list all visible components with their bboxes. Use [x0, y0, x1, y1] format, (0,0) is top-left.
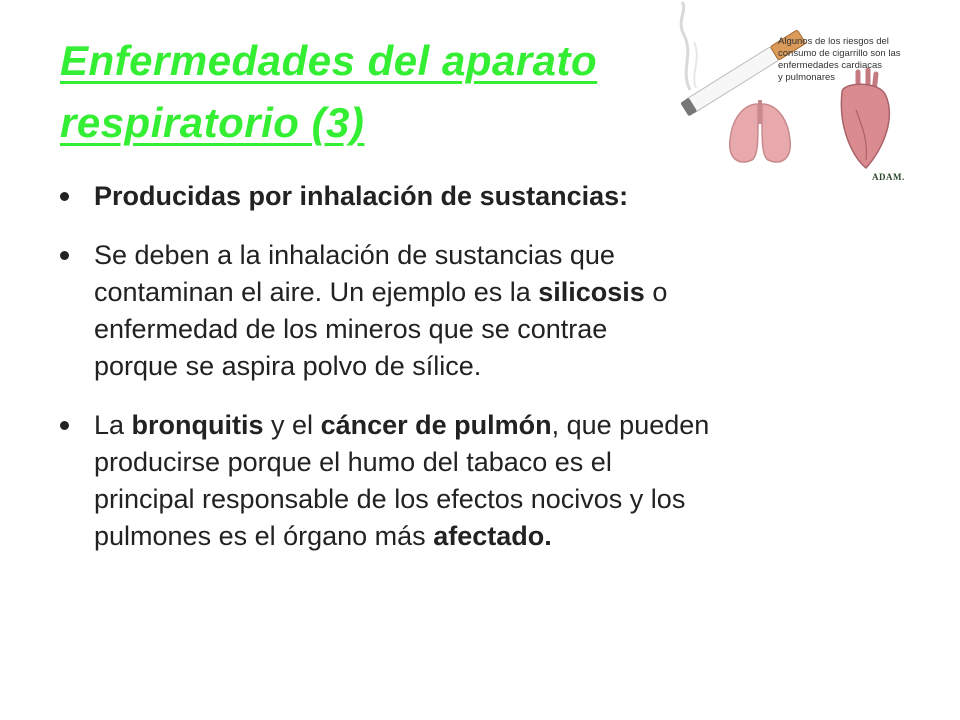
- bullet-item: [58, 178, 918, 215]
- title-line-1: Enfermedades del aparato: [60, 37, 598, 84]
- caption-line: enfermedades cardiacas: [778, 60, 883, 71]
- bold-term: bronquitis: [131, 410, 264, 440]
- bullet-text-line: [94, 407, 918, 444]
- bullet-item: [58, 407, 918, 555]
- bullet-text-line: [94, 274, 918, 311]
- heart-icon: [841, 70, 889, 168]
- adam-logo: ADAM.: [872, 172, 905, 182]
- bullet-text: La: [94, 410, 132, 440]
- caption-line: y pulmonares: [778, 72, 836, 83]
- lungs-icon: [730, 100, 791, 162]
- bullet-text: pulmones es el órgano más: [94, 521, 434, 551]
- bullet-text: o: [644, 277, 668, 307]
- bold-term: afectado: [433, 521, 545, 551]
- bold-term: silicosis: [538, 277, 645, 307]
- slide-title: [60, 30, 680, 154]
- bullet-text: principal responsable de los efectos nocivos y los: [94, 484, 686, 514]
- caption-line: Algunos de los riesgos del: [778, 36, 889, 47]
- bullet-text: Se deben a la inhalación de sustancias que: [94, 240, 615, 270]
- caption-line: consumo de cigarrillo son las: [778, 48, 901, 59]
- bullet-text: producirse porque el humo del tabaco es el: [94, 447, 612, 477]
- figure-caption: [778, 36, 948, 84]
- smoking-illustration: [672, 0, 952, 190]
- bullet-text: porque se aspira polvo de sílice.: [94, 351, 482, 381]
- bullet-item: [58, 237, 918, 385]
- title-line-2: respiratorio (3): [60, 99, 365, 146]
- bullet-list: [58, 178, 918, 577]
- bullet-text: y el: [263, 410, 321, 440]
- bullet-text: enfermedad de los mineros que se contrae: [94, 314, 608, 344]
- bullet-text-line: [94, 518, 918, 555]
- bullet-text: contaminan el aire. Un ejemplo es la: [94, 277, 539, 307]
- bullet-heading: Producidas por inhalación de sustancias:: [94, 181, 629, 211]
- bold-term: cáncer de pulmón: [320, 410, 552, 440]
- bullet-text: , que pueden: [551, 410, 710, 440]
- bold-term: .: [544, 521, 552, 551]
